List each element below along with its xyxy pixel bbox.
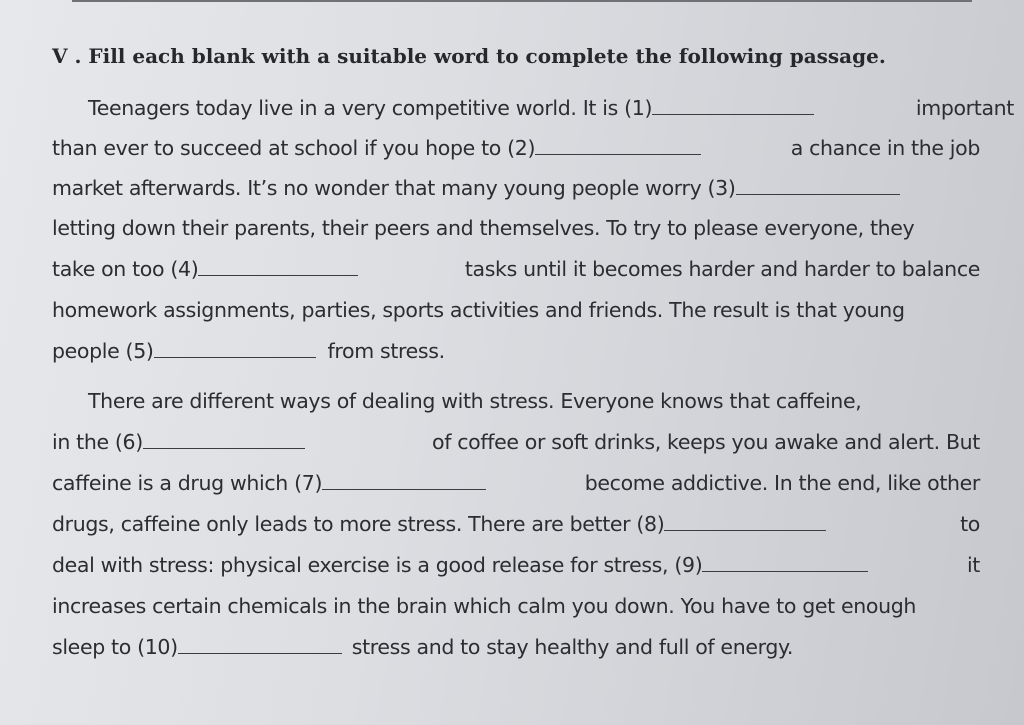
line-text: homework assignments, parties, sports activities and friends. The result is that young	[52, 298, 905, 322]
passage-line	[52, 553, 980, 577]
passage-line	[52, 471, 980, 495]
line-text: sleep to (10)	[52, 635, 178, 659]
blank-7[interactable]	[322, 475, 486, 490]
passage-line	[52, 298, 980, 322]
exercise-heading: V . Fill each blank with a suitable word to complete the following passage.	[52, 44, 886, 68]
line-text: tasks until it becomes harder and harder to balance	[464, 257, 980, 281]
line-text: people (5)	[52, 339, 154, 363]
passage-line	[52, 96, 1014, 120]
line-text: important	[915, 96, 1014, 120]
line-text: letting down their parents, their peers and themselves. To try to please everyone, they	[52, 216, 915, 240]
blank-5[interactable]	[154, 343, 316, 358]
passage-line	[52, 257, 980, 281]
blank-6[interactable]	[143, 434, 305, 449]
line-text: There are different ways of dealing with stress. Everyone knows that caffeine,	[88, 389, 862, 413]
blank-4[interactable]	[198, 261, 358, 276]
line-text: to	[960, 512, 980, 536]
line-text: market afterwards. It’s no wonder that many young people worry (3)	[52, 176, 736, 200]
passage-line	[52, 594, 980, 618]
line-text: drugs, caffeine only leads to more stress. There are better (8)	[52, 512, 665, 536]
blank-9[interactable]	[702, 557, 868, 572]
passage-line	[52, 430, 980, 454]
passage-line	[52, 176, 980, 200]
blank-3[interactable]	[736, 180, 900, 195]
line-text: a chance in the job	[790, 136, 980, 160]
line-text: it	[966, 553, 980, 577]
top-rule	[72, 0, 972, 2]
blank-10[interactable]	[178, 639, 342, 654]
passage-line	[52, 216, 980, 240]
passage-line	[52, 136, 980, 160]
line-text: caffeine is a drug which (7)	[52, 471, 323, 495]
line-text: from stress.	[327, 339, 445, 363]
blank-1[interactable]	[652, 100, 814, 115]
line-text: in the (6)	[52, 430, 143, 454]
line-text: Teenagers today live in a very competitive world. It is (1)	[88, 96, 653, 120]
line-text: take on too (4)	[52, 257, 199, 281]
passage-line	[52, 635, 980, 659]
passage-line	[52, 389, 1014, 413]
line-text: stress and to stay healthy and full of energy.	[351, 635, 794, 659]
blank-8[interactable]	[664, 516, 826, 531]
passage-line	[52, 339, 980, 363]
passage-line	[52, 512, 980, 536]
line-text: become addictive. In the end, like other	[584, 471, 980, 495]
line-text: of coffee or soft drinks, keeps you awake and alert. But	[432, 430, 980, 454]
line-text: deal with stress: physical exercise is a good release for stress, (9)	[52, 553, 703, 577]
line-text: increases certain chemicals in the brain which calm you down. You have to get enough	[52, 594, 917, 618]
line-text: than ever to succeed at school if you hope to (2)	[52, 136, 536, 160]
blank-2[interactable]	[535, 140, 701, 155]
